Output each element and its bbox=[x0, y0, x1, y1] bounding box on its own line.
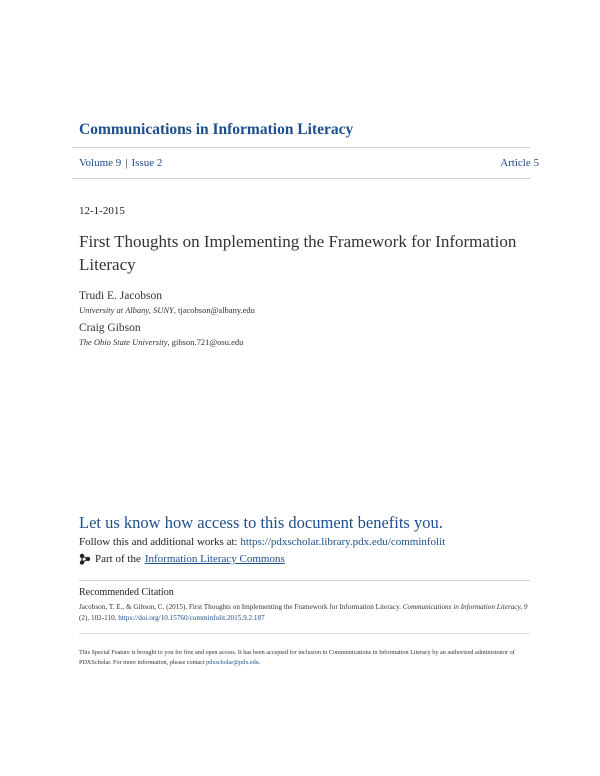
commons-network-icon bbox=[79, 553, 91, 565]
author-affiliation bbox=[79, 305, 255, 315]
citation-text bbox=[79, 602, 534, 624]
affiliation-institution: The Ohio State University bbox=[79, 337, 168, 347]
follow-line bbox=[79, 536, 445, 548]
author-email: , tjacobson@albany.edu bbox=[173, 305, 255, 315]
author-name: Trudi E. Jacobson bbox=[79, 290, 162, 302]
header-top-divider bbox=[72, 147, 530, 148]
citation-journal: Communications in Information Literacy, 9 bbox=[402, 603, 528, 611]
citation-heading: Recommended Citation bbox=[79, 587, 174, 598]
citation-pages: (2), 102-110. bbox=[79, 614, 119, 622]
volume-issue-line bbox=[79, 157, 162, 169]
part-of-line bbox=[79, 553, 285, 565]
header-bottom-divider bbox=[72, 178, 530, 179]
access-notice bbox=[79, 648, 534, 668]
volume-link[interactable]: Volume 9 bbox=[79, 157, 122, 169]
access-notice-end: . bbox=[258, 659, 261, 666]
contact-email-link[interactable]: pdxscholar@pdx.edu bbox=[206, 659, 259, 666]
publication-date: 12-1-2015 bbox=[79, 205, 125, 217]
volume-issue-separator: | bbox=[125, 157, 128, 169]
affiliation-institution: University at Albany, SUNY bbox=[79, 305, 174, 315]
citation-authors-title: Jacobson, T. E., & Gibson, C. (2015). First Thoughts on Implementing the Framework for Information Literacy. bbox=[79, 603, 403, 611]
citation-doi-link[interactable]: https://doi.org/10.15760/comminfolit.2015.9.2.187 bbox=[118, 614, 265, 622]
author-email: , gibson.721@osu.edu bbox=[167, 337, 244, 347]
discipline-commons-link[interactable]: Information Literacy Commons bbox=[144, 553, 285, 565]
article-title: First Thoughts on Implementing the Framework for Information Literacy bbox=[79, 232, 517, 274]
citation-divider bbox=[79, 580, 530, 581]
access-notice-text: This Special Feature is brought to you for free and open access. It has been accepted for inclusion in Communications in Information Literacy by an authorized administrator of PDXScholar. For more information, please contact bbox=[79, 649, 515, 666]
follow-label: Follow this and additional works at: bbox=[79, 536, 241, 548]
benefits-feedback-link[interactable]: Let us know how access to this document benefits you. bbox=[79, 513, 443, 532]
journal-title[interactable]: Communications in Information Literacy bbox=[79, 121, 354, 138]
part-of-label: Part of the bbox=[95, 553, 141, 565]
footer-divider bbox=[79, 633, 530, 634]
author-affiliation bbox=[79, 337, 243, 347]
collection-url-link[interactable]: https://pdxscholar.library.pdx.edu/comminfolit bbox=[240, 536, 446, 548]
author-name: Craig Gibson bbox=[79, 322, 141, 334]
article-number-link[interactable]: Article 5 bbox=[500, 157, 539, 169]
issue-link[interactable]: Issue 2 bbox=[131, 157, 163, 169]
